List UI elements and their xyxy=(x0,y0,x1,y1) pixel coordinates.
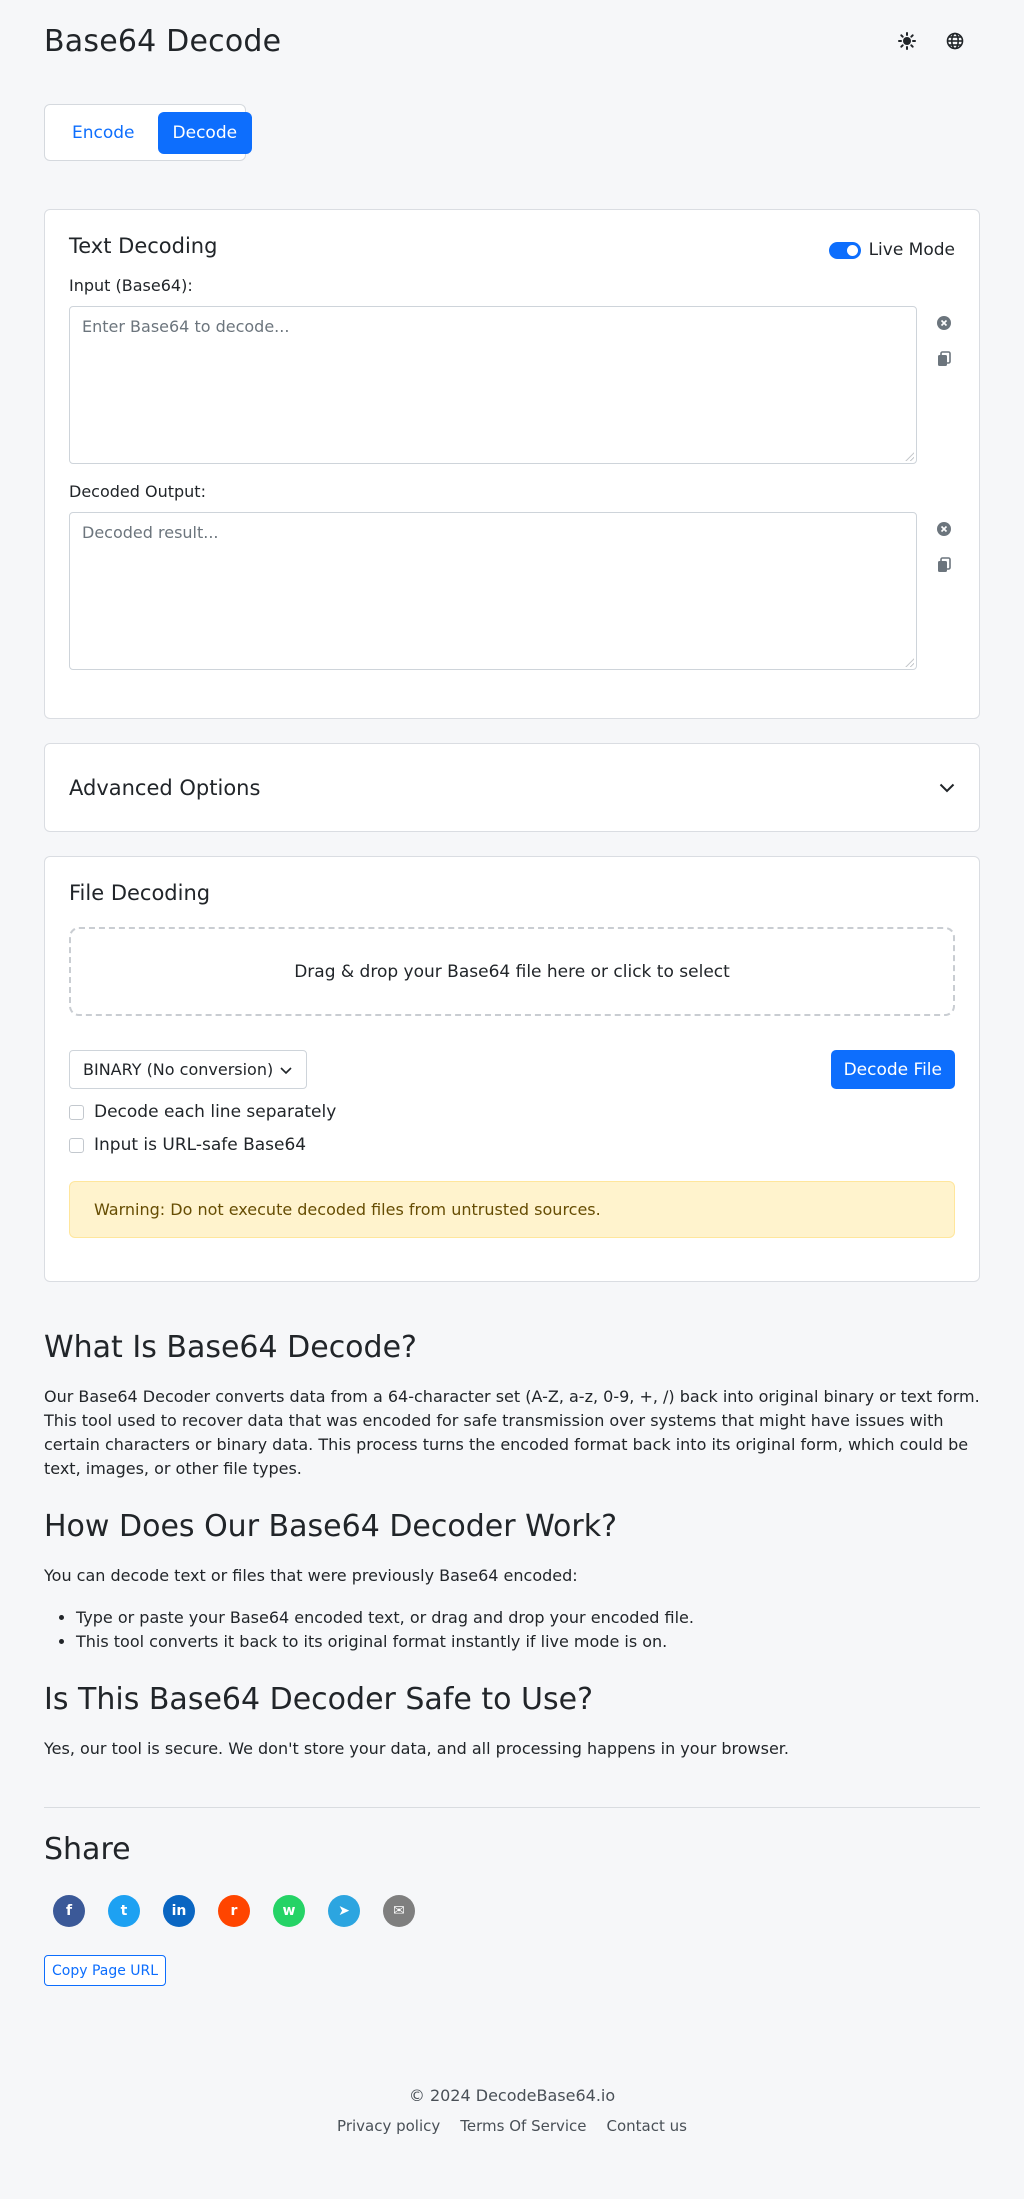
share-title: Share xyxy=(44,1832,131,1867)
input-actions xyxy=(927,306,953,368)
urlsafe-option xyxy=(69,1135,955,1155)
share-section xyxy=(44,1832,980,1986)
footer xyxy=(44,2086,980,2135)
advanced-options-toggle[interactable] xyxy=(44,743,980,832)
output-format-select[interactable] xyxy=(69,1050,307,1089)
input-row xyxy=(69,306,955,464)
output-label: Decoded Output: xyxy=(69,482,206,501)
clear-output-icon[interactable] xyxy=(935,520,953,538)
copy-output-icon[interactable] xyxy=(935,556,953,574)
article-paragraph-safe: Yes, our tool is secure. We don't store your data, and all processing happens in your browser. xyxy=(44,1739,789,1758)
divider xyxy=(44,1807,980,1808)
article-heading-safe: Is This Base64 Decoder Safe to Use? xyxy=(44,1682,593,1717)
reddit-icon[interactable]: r xyxy=(218,1895,250,1927)
urlsafe-checkbox[interactable] xyxy=(69,1138,84,1153)
header-icons xyxy=(896,30,966,52)
article-heading-how: How Does Our Base64 Decoder Work? xyxy=(44,1509,617,1544)
text-decoding-card xyxy=(44,209,980,719)
contact-link[interactable]: Contact us xyxy=(606,2117,687,2135)
file-controls xyxy=(69,1050,955,1089)
clear-input-icon[interactable] xyxy=(935,314,953,332)
file-decoding-card xyxy=(44,856,980,1282)
chevron-down-icon xyxy=(939,778,955,797)
twitter-icon[interactable]: t xyxy=(108,1895,140,1927)
copy-input-icon[interactable] xyxy=(935,350,953,368)
terms-link[interactable]: Terms Of Service xyxy=(460,2117,587,2135)
article-paragraph-how: You can decode text or files that were previously Base64 encoded: xyxy=(44,1566,578,1585)
chevron-down-icon xyxy=(280,1060,292,1079)
list-item: • Type or paste your Base64 encoded text, or drag and drop your encoded file. xyxy=(76,1606,980,1630)
decode-file-button[interactable]: Decode File xyxy=(831,1050,955,1089)
share-buttons xyxy=(53,1895,980,1927)
file-dropzone[interactable] xyxy=(69,927,955,1016)
select-value: BINARY (No conversion) xyxy=(83,1060,274,1079)
linkedin-icon[interactable]: in xyxy=(163,1895,195,1927)
decode-lines-label: Decode each line separately xyxy=(94,1102,337,1122)
page-title: Base64 Decode xyxy=(44,23,282,59)
article-paragraph-what: Our Base64 Decoder converts data from a 64-character set (A-Z, a-z, 0-9, +, /) back into original binary or text form. This tool used to recover data that was encoded for safe transmission over systems that might have issues with certain characters or binary data. This process turns the encoded format back into its original form, which could be text, images, or other file types. xyxy=(44,1387,980,1478)
article xyxy=(44,1330,980,1761)
telegram-icon[interactable]: ➤ xyxy=(328,1895,360,1927)
input-label: Input (Base64): xyxy=(69,276,193,295)
urlsafe-label: Input is URL-safe Base64 xyxy=(94,1135,307,1155)
list-item: • This tool converts it back to its original format instantly if live mode is on. xyxy=(76,1630,980,1654)
header xyxy=(44,0,980,82)
page-container xyxy=(44,0,980,2135)
encode-tab[interactable]: Encode xyxy=(72,122,135,143)
base64-input[interactable]: Enter Base64 to decode... xyxy=(69,306,917,464)
decoded-output[interactable]: Decoded result... xyxy=(69,512,917,670)
live-mode-toggle[interactable] xyxy=(829,240,955,260)
privacy-policy-link[interactable]: Privacy policy xyxy=(337,2117,441,2135)
copyright: © 2024 DecodeBase64.io xyxy=(408,2086,616,2105)
how-list xyxy=(44,1606,980,1654)
copy-page-url-button[interactable]: Copy Page URL xyxy=(44,1955,166,1986)
decode-lines-checkbox[interactable] xyxy=(69,1105,84,1120)
dropzone-text: Drag & drop your Base64 file here or click to select xyxy=(294,961,730,982)
file-decoding-title: File Decoding xyxy=(69,881,211,905)
theme-icon[interactable] xyxy=(896,30,918,52)
globe-icon[interactable] xyxy=(944,30,966,52)
article-heading-what: What Is Base64 Decode? xyxy=(44,1330,417,1365)
warning-alert: Warning: Do not execute decoded files from untrusted sources. xyxy=(69,1181,955,1238)
email-icon[interactable]: ✉ xyxy=(383,1895,415,1927)
mode-switch xyxy=(44,104,246,161)
footer-links xyxy=(44,2117,980,2135)
decode-lines-option xyxy=(69,1102,955,1122)
advanced-options-title: Advanced Options xyxy=(69,775,261,800)
text-decoding-title: Text Decoding xyxy=(69,234,218,258)
facebook-icon[interactable]: f xyxy=(53,1895,85,1927)
live-mode-label: Live Mode xyxy=(868,240,955,260)
output-row xyxy=(69,512,955,670)
output-actions xyxy=(927,512,953,574)
whatsapp-icon[interactable]: w xyxy=(273,1895,305,1927)
decode-tab[interactable]: Decode xyxy=(158,112,253,154)
toggle-switch[interactable] xyxy=(829,242,861,259)
